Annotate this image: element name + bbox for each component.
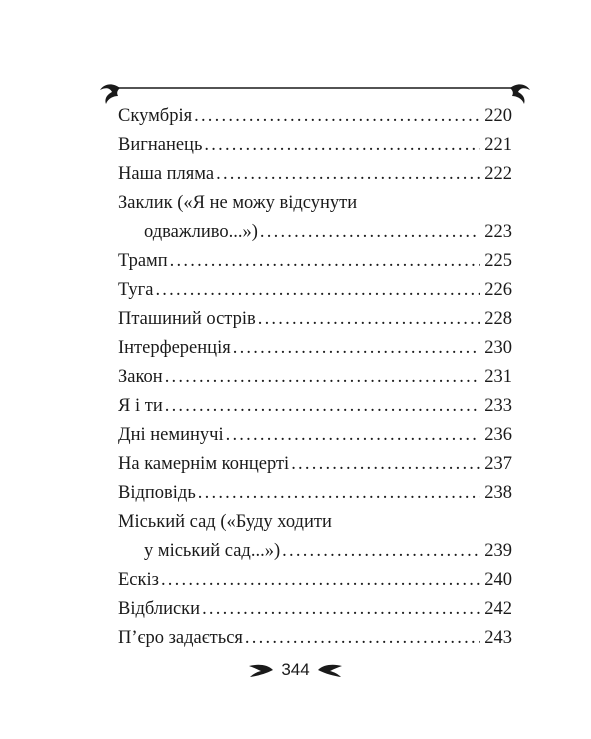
toc-entry-page: 239: [484, 541, 512, 561]
toc-entry-page: 226: [484, 280, 512, 300]
toc-entry-title-line1: Міський сад («Буду ходити: [118, 512, 332, 532]
toc-entry-title: Відповідь: [118, 483, 196, 503]
toc-entry-title: Ескіз: [118, 570, 159, 590]
dot-leader: [260, 218, 480, 247]
toc-entry: [118, 131, 512, 160]
swallow-ornament-icon: [316, 662, 344, 678]
dot-leader: [245, 624, 480, 653]
dot-leader: [226, 421, 481, 450]
toc-entry-title: Трамп: [118, 251, 168, 271]
toc-entry: [118, 334, 512, 363]
toc-entry-title: Інтерференція: [118, 338, 231, 358]
toc-entry: [118, 392, 512, 421]
toc-entry: [118, 363, 512, 392]
toc-entry: [118, 305, 512, 334]
toc-entry: [118, 595, 512, 624]
dot-leader: [198, 479, 480, 508]
toc-entry-title-line1: Заклик («Я не можу відсунути: [118, 193, 358, 213]
page-number: 344: [281, 660, 310, 679]
dot-leader: [282, 537, 480, 566]
toc-entry-page: 243: [484, 628, 512, 648]
dot-leader: [204, 131, 480, 160]
dot-leader: [194, 102, 480, 131]
toc-entry: [118, 160, 512, 189]
toc-entry-page: 223: [484, 222, 512, 242]
dot-leader: [165, 363, 481, 392]
toc-entry: [118, 566, 512, 595]
toc-entry-page: 221: [484, 135, 512, 155]
toc-entry: [118, 508, 512, 566]
toc-entry-line2: [118, 218, 512, 247]
toc-entry-page: 237: [484, 454, 512, 474]
dot-leader: [170, 247, 481, 276]
toc-entry-title: Закон: [118, 367, 163, 387]
toc-entry-title: у міський сад...»): [144, 541, 281, 561]
toc-entry-page: 240: [484, 570, 512, 590]
dot-leader: [155, 276, 480, 305]
toc-entry: [118, 247, 512, 276]
toc-entry-page: 225: [484, 251, 512, 271]
dot-leader: [161, 566, 480, 595]
toc-entry: [118, 421, 512, 450]
toc-entry-page: 242: [484, 599, 512, 619]
table-of-contents: [118, 102, 512, 653]
swallow-ornament-icon: [247, 662, 275, 678]
toc-entry-title: одважливо...»): [144, 222, 258, 242]
toc-entry: [118, 276, 512, 305]
page-footer: [0, 660, 591, 680]
toc-entry-title: Туга: [118, 280, 154, 300]
toc-entry-page: 222: [484, 164, 512, 184]
toc-entry-page: 236: [484, 425, 512, 445]
dot-leader: [258, 305, 481, 334]
toc-entry-title: Дні неминучі: [118, 425, 224, 445]
dot-leader: [291, 450, 480, 479]
toc-entry: [118, 450, 512, 479]
toc-entry-title: Вигнанець: [118, 135, 203, 155]
toc-entry: [118, 624, 512, 653]
toc-entry: [118, 189, 512, 247]
toc-entry-page: 238: [484, 483, 512, 503]
toc-entry-title: П’єро задається: [118, 628, 243, 648]
toc-entry-title: Пташиний острів: [118, 309, 256, 329]
toc-entry-title: Відблиски: [118, 599, 201, 619]
toc-entry-title: Скумбрія: [118, 106, 193, 126]
toc-entry-page: 228: [484, 309, 512, 329]
toc-entry-title: На камернім концерті: [118, 454, 290, 474]
toc-entry: [118, 479, 512, 508]
toc-entry-title: Наша пляма: [118, 164, 215, 184]
dot-leader: [165, 392, 481, 421]
toc-entry-page: 231: [484, 367, 512, 387]
dot-leader: [202, 595, 480, 624]
toc-entry-page: 230: [484, 338, 512, 358]
dot-leader: [216, 160, 480, 189]
dot-leader: [233, 334, 481, 363]
toc-entry-page: 220: [484, 106, 512, 126]
toc-entry-title: Я і ти: [118, 396, 163, 416]
toc-entry-page: 233: [484, 396, 512, 416]
toc-entry-line2: [118, 537, 512, 566]
toc-entry: [118, 102, 512, 131]
